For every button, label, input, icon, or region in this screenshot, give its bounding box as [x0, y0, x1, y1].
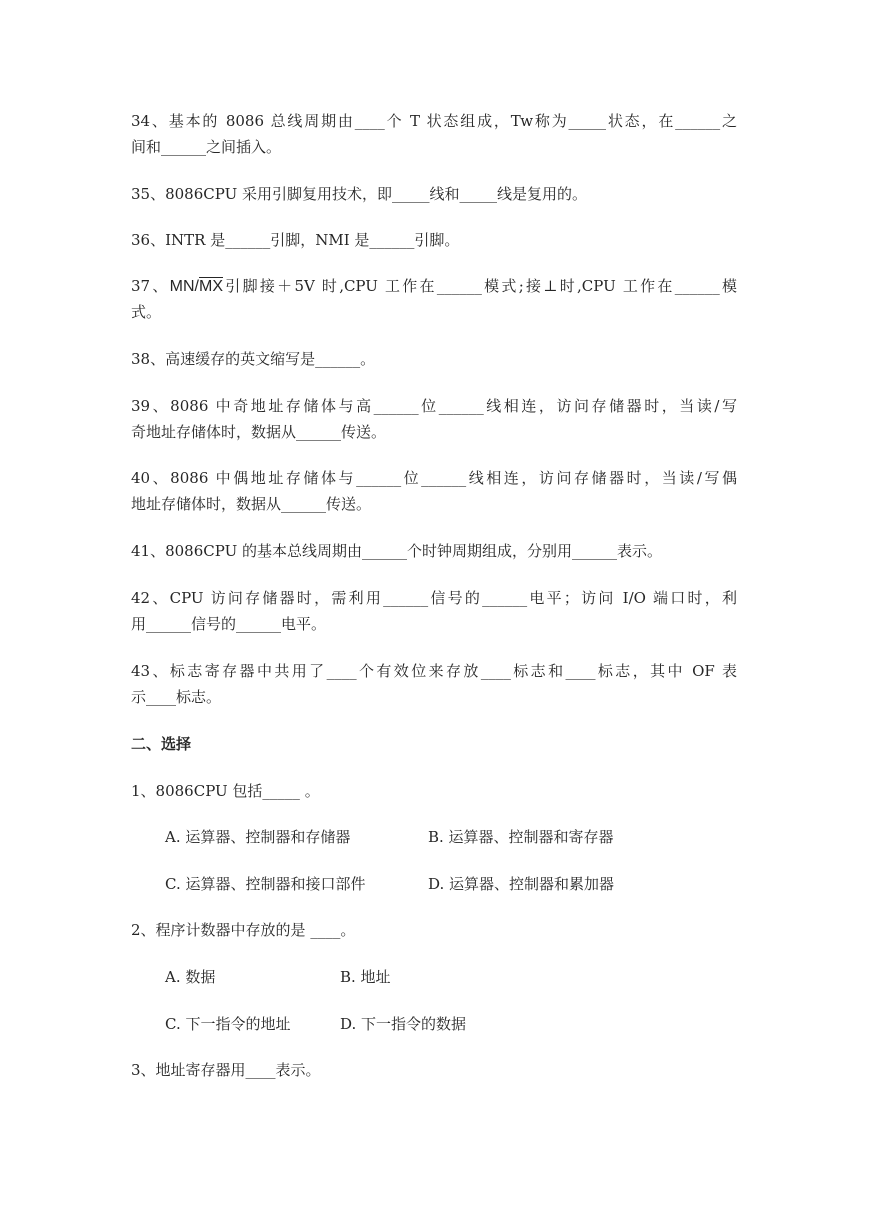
- section-heading-choice: 二、选择: [131, 735, 192, 753]
- mc-question-1-option-d: D. 运算器、控制器和累加器: [428, 875, 615, 893]
- question-37-line-1: [131, 275, 737, 297]
- mc-question-1-option-b: B. 运算器、控制器和寄存器: [428, 828, 614, 846]
- mc-question-1-option-a: A. 运算器、控制器和存储器: [165, 828, 351, 846]
- mn-signal-text: MN/: [169, 278, 199, 295]
- question-39-line-2: 奇地址存储体时，数据从______传送。: [131, 423, 387, 441]
- question-43-line-2: 示____标志。: [131, 688, 222, 706]
- mc-question-2-option-c: C. 下一指令的地址: [165, 1015, 291, 1033]
- mc-question-2-option-a: A. 数据: [165, 968, 216, 986]
- question-42-line-1: 42、CPU 访问存储器时，需利用______信号的______电平；访问 I/O 端口时，利: [131, 589, 737, 607]
- question-37-text: 引脚接＋5V 时,CPU 工作在______模式;接⊥时,CPU 工作在______模: [223, 277, 737, 295]
- mc-question-2-option-d: D. 下一指令的数据: [340, 1015, 467, 1033]
- mc-question-1-option-c: C. 运算器、控制器和接口部件: [165, 875, 366, 893]
- mc-question-3-stem: 3、地址寄存器用____表示。: [131, 1061, 321, 1079]
- question-43-line-1: 43、标志寄存器中共用了____个有效位来存放____标志和____标志，其中 OF 表: [131, 662, 737, 680]
- question-37-line-2: 式。: [131, 303, 162, 321]
- mc-question-1-stem: 1、8086CPU 包括_____ 。: [131, 782, 320, 800]
- question-35: 35、8086CPU 采用引脚复用技术，即_____线和_____线是复用的。: [131, 185, 587, 203]
- question-41: 41、8086CPU 的基本总线周期由______个时钟周期组成，分别用______表示。: [131, 542, 662, 560]
- question-37-number: 37、: [131, 277, 170, 295]
- question-40-line-2: 地址存储体时，数据从______传送。: [131, 495, 372, 513]
- mx-signal-overlined: $\overline{MX}$: [199, 278, 223, 295]
- question-42-line-2: 用______信号的______电平。: [131, 615, 327, 633]
- mn-mx-signal: [170, 276, 223, 298]
- mc-question-2-stem: 2、程序计数器中存放的是 ____。: [131, 921, 356, 939]
- question-34-line-2: 间和______之间插入。: [131, 138, 282, 156]
- question-34-line-1: 34、基本的 8086 总线周期由____个 T 状态组成，Tw称为_____状态，在______之: [131, 112, 737, 130]
- question-39-line-1: 39、8086 中奇地址存储体与高______位______线相连，访问存储器时，当读/写: [131, 397, 737, 415]
- mc-question-2-option-b: B. 地址: [340, 968, 391, 986]
- question-40-line-1: 40、8086 中偶地址存储体与______位______线相连，访问存储器时，当读/写偶: [131, 469, 737, 487]
- question-36: 36、INTR 是______引脚，NMI 是______引脚。: [131, 231, 460, 249]
- question-38: 38、高速缓存的英文缩写是______。: [131, 350, 376, 368]
